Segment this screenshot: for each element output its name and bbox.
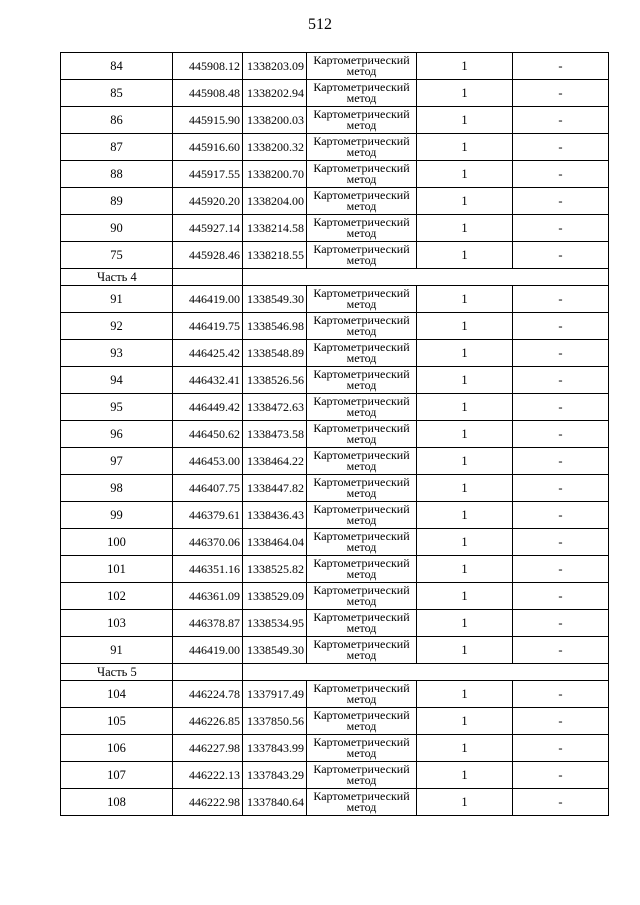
table-row — [61, 502, 609, 529]
x-coordinate-cell: 445927.14 — [173, 215, 243, 242]
point-number-cell: 75 — [61, 242, 173, 269]
y-coordinate-cell: 1338203.09 — [243, 53, 307, 80]
y-coordinate-cell: 1338534.95 — [243, 610, 307, 637]
method-cell: Картометрический метод — [307, 610, 417, 637]
x-coordinate-cell: 446222.13 — [173, 762, 243, 789]
y-coordinate-cell: 1337840.64 — [243, 789, 307, 816]
y-coordinate-cell: 1338202.94 — [243, 80, 307, 107]
x-coordinate-cell: 446370.06 — [173, 529, 243, 556]
x-coordinate-cell: 446224.78 — [173, 681, 243, 708]
y-coordinate-cell: 1338525.82 — [243, 556, 307, 583]
accuracy-cell: 1 — [417, 107, 513, 134]
description-cell: - — [513, 286, 609, 313]
x-coordinate-cell: 446450.62 — [173, 421, 243, 448]
accuracy-cell: 1 — [417, 735, 513, 762]
table-row — [61, 313, 609, 340]
y-coordinate-cell: 1338546.98 — [243, 313, 307, 340]
accuracy-cell: 1 — [417, 188, 513, 215]
description-cell: - — [513, 53, 609, 80]
point-number-cell: 104 — [61, 681, 173, 708]
y-coordinate-cell: 1338218.55 — [243, 242, 307, 269]
y-coordinate-cell: 1338200.32 — [243, 134, 307, 161]
y-coordinate-cell: 1337843.99 — [243, 735, 307, 762]
accuracy-cell: 1 — [417, 286, 513, 313]
description-cell: - — [513, 735, 609, 762]
part-empty-cell — [173, 269, 243, 286]
point-number-cell: 93 — [61, 340, 173, 367]
point-number-cell: 105 — [61, 708, 173, 735]
method-cell: Картометрический метод — [307, 242, 417, 269]
point-number-cell: 87 — [61, 134, 173, 161]
x-coordinate-cell: 446419.00 — [173, 286, 243, 313]
method-cell: Картометрический метод — [307, 394, 417, 421]
x-coordinate-cell: 445908.12 — [173, 53, 243, 80]
table-row — [61, 610, 609, 637]
part-label: Часть 4 — [61, 269, 173, 286]
method-cell: Картометрический метод — [307, 681, 417, 708]
table-row — [61, 475, 609, 502]
description-cell: - — [513, 762, 609, 789]
y-coordinate-cell: 1338529.09 — [243, 583, 307, 610]
method-cell: Картометрический метод — [307, 735, 417, 762]
table-row — [61, 394, 609, 421]
x-coordinate-cell: 446379.61 — [173, 502, 243, 529]
point-number-cell: 94 — [61, 367, 173, 394]
description-cell: - — [513, 529, 609, 556]
point-number-cell: 99 — [61, 502, 173, 529]
method-cell: Картометрический метод — [307, 708, 417, 735]
accuracy-cell: 1 — [417, 161, 513, 188]
method-cell: Картометрический метод — [307, 340, 417, 367]
description-cell: - — [513, 681, 609, 708]
point-number-cell: 96 — [61, 421, 173, 448]
description-cell: - — [513, 313, 609, 340]
x-coordinate-cell: 446419.00 — [173, 637, 243, 664]
method-cell: Картометрический метод — [307, 80, 417, 107]
description-cell: - — [513, 242, 609, 269]
table-row — [61, 188, 609, 215]
accuracy-cell: 1 — [417, 80, 513, 107]
description-cell: - — [513, 448, 609, 475]
method-cell: Картометрический метод — [307, 529, 417, 556]
accuracy-cell: 1 — [417, 448, 513, 475]
accuracy-cell: 1 — [417, 762, 513, 789]
method-cell: Картометрический метод — [307, 502, 417, 529]
y-coordinate-cell: 1337850.56 — [243, 708, 307, 735]
description-cell: - — [513, 134, 609, 161]
accuracy-cell: 1 — [417, 681, 513, 708]
x-coordinate-cell: 445917.55 — [173, 161, 243, 188]
x-coordinate-cell: 446419.75 — [173, 313, 243, 340]
y-coordinate-cell: 1337917.49 — [243, 681, 307, 708]
accuracy-cell: 1 — [417, 394, 513, 421]
point-number-cell: 89 — [61, 188, 173, 215]
table-row — [61, 134, 609, 161]
point-number-cell: 84 — [61, 53, 173, 80]
method-cell: Картометрический метод — [307, 161, 417, 188]
part-empty-cell — [243, 269, 609, 286]
point-number-cell: 86 — [61, 107, 173, 134]
table-row — [61, 789, 609, 816]
point-number-cell: 101 — [61, 556, 173, 583]
accuracy-cell: 1 — [417, 313, 513, 340]
x-coordinate-cell: 446226.85 — [173, 708, 243, 735]
part-empty-cell — [173, 664, 243, 681]
accuracy-cell: 1 — [417, 340, 513, 367]
point-number-cell: 91 — [61, 637, 173, 664]
point-number-cell: 90 — [61, 215, 173, 242]
coordinates-table — [60, 52, 609, 816]
accuracy-cell: 1 — [417, 421, 513, 448]
method-cell: Картометрический метод — [307, 188, 417, 215]
accuracy-cell: 1 — [417, 610, 513, 637]
method-cell: Картометрический метод — [307, 556, 417, 583]
y-coordinate-cell: 1338200.70 — [243, 161, 307, 188]
y-coordinate-cell: 1338549.30 — [243, 286, 307, 313]
part-header-row — [61, 269, 609, 286]
description-cell: - — [513, 637, 609, 664]
table-row — [61, 215, 609, 242]
method-cell: Картометрический метод — [307, 637, 417, 664]
y-coordinate-cell: 1338473.58 — [243, 421, 307, 448]
accuracy-cell: 1 — [417, 53, 513, 80]
description-cell: - — [513, 708, 609, 735]
point-number-cell: 88 — [61, 161, 173, 188]
table-row — [61, 583, 609, 610]
x-coordinate-cell: 446407.75 — [173, 475, 243, 502]
point-number-cell: 97 — [61, 448, 173, 475]
table-row — [61, 340, 609, 367]
y-coordinate-cell: 1338214.58 — [243, 215, 307, 242]
description-cell: - — [513, 610, 609, 637]
method-cell: Картометрический метод — [307, 583, 417, 610]
part-empty-cell — [243, 664, 609, 681]
y-coordinate-cell: 1338200.03 — [243, 107, 307, 134]
table-row — [61, 107, 609, 134]
table-row — [61, 80, 609, 107]
table-row — [61, 681, 609, 708]
table-row — [61, 421, 609, 448]
accuracy-cell: 1 — [417, 367, 513, 394]
table-row — [61, 708, 609, 735]
accuracy-cell: 1 — [417, 475, 513, 502]
description-cell: - — [513, 215, 609, 242]
y-coordinate-cell: 1338464.04 — [243, 529, 307, 556]
y-coordinate-cell: 1338436.43 — [243, 502, 307, 529]
point-number-cell: 85 — [61, 80, 173, 107]
table-row — [61, 161, 609, 188]
table-row — [61, 242, 609, 269]
table-row — [61, 556, 609, 583]
table-row — [61, 762, 609, 789]
x-coordinate-cell: 446222.98 — [173, 789, 243, 816]
method-cell: Картометрический метод — [307, 107, 417, 134]
accuracy-cell: 1 — [417, 789, 513, 816]
accuracy-cell: 1 — [417, 583, 513, 610]
table-row — [61, 286, 609, 313]
table-row — [61, 448, 609, 475]
accuracy-cell: 1 — [417, 708, 513, 735]
y-coordinate-cell: 1338447.82 — [243, 475, 307, 502]
table-row — [61, 529, 609, 556]
table-row — [61, 735, 609, 762]
method-cell: Картометрический метод — [307, 762, 417, 789]
point-number-cell: 92 — [61, 313, 173, 340]
y-coordinate-cell: 1338464.22 — [243, 448, 307, 475]
method-cell: Картометрический метод — [307, 134, 417, 161]
x-coordinate-cell: 445920.20 — [173, 188, 243, 215]
point-number-cell: 103 — [61, 610, 173, 637]
y-coordinate-cell: 1338548.89 — [243, 340, 307, 367]
point-number-cell: 102 — [61, 583, 173, 610]
method-cell: Картометрический метод — [307, 475, 417, 502]
point-number-cell: 106 — [61, 735, 173, 762]
part-header-row — [61, 664, 609, 681]
method-cell: Картометрический метод — [307, 286, 417, 313]
y-coordinate-cell: 1338204.00 — [243, 188, 307, 215]
method-cell: Картометрический метод — [307, 448, 417, 475]
description-cell: - — [513, 556, 609, 583]
description-cell: - — [513, 340, 609, 367]
description-cell: - — [513, 188, 609, 215]
x-coordinate-cell: 446227.98 — [173, 735, 243, 762]
description-cell: - — [513, 80, 609, 107]
accuracy-cell: 1 — [417, 134, 513, 161]
description-cell: - — [513, 394, 609, 421]
accuracy-cell: 1 — [417, 215, 513, 242]
x-coordinate-cell: 446378.87 — [173, 610, 243, 637]
x-coordinate-cell: 445915.90 — [173, 107, 243, 134]
accuracy-cell: 1 — [417, 637, 513, 664]
description-cell: - — [513, 789, 609, 816]
description-cell: - — [513, 583, 609, 610]
method-cell: Картометрический метод — [307, 789, 417, 816]
y-coordinate-cell: 1338526.56 — [243, 367, 307, 394]
description-cell: - — [513, 107, 609, 134]
x-coordinate-cell: 446432.41 — [173, 367, 243, 394]
x-coordinate-cell: 446361.09 — [173, 583, 243, 610]
point-number-cell: 95 — [61, 394, 173, 421]
accuracy-cell: 1 — [417, 529, 513, 556]
method-cell: Картометрический метод — [307, 367, 417, 394]
x-coordinate-cell: 445928.46 — [173, 242, 243, 269]
table-row — [61, 637, 609, 664]
x-coordinate-cell: 445916.60 — [173, 134, 243, 161]
coordinates-table-body — [61, 53, 609, 816]
x-coordinate-cell: 446453.00 — [173, 448, 243, 475]
page-number: 512 — [308, 16, 332, 33]
x-coordinate-cell: 446449.42 — [173, 394, 243, 421]
description-cell: - — [513, 502, 609, 529]
description-cell: - — [513, 367, 609, 394]
point-number-cell: 107 — [61, 762, 173, 789]
table-row — [61, 53, 609, 80]
x-coordinate-cell: 446351.16 — [173, 556, 243, 583]
x-coordinate-cell: 445908.48 — [173, 80, 243, 107]
accuracy-cell: 1 — [417, 502, 513, 529]
method-cell: Картометрический метод — [307, 313, 417, 340]
point-number-cell: 108 — [61, 789, 173, 816]
point-number-cell: 98 — [61, 475, 173, 502]
method-cell: Картометрический метод — [307, 53, 417, 80]
table-row — [61, 367, 609, 394]
point-number-cell: 91 — [61, 286, 173, 313]
description-cell: - — [513, 421, 609, 448]
description-cell: - — [513, 475, 609, 502]
description-cell: - — [513, 161, 609, 188]
accuracy-cell: 1 — [417, 556, 513, 583]
accuracy-cell: 1 — [417, 242, 513, 269]
x-coordinate-cell: 446425.42 — [173, 340, 243, 367]
method-cell: Картометрический метод — [307, 215, 417, 242]
part-label: Часть 5 — [61, 664, 173, 681]
point-number-cell: 100 — [61, 529, 173, 556]
y-coordinate-cell: 1338549.30 — [243, 637, 307, 664]
method-cell: Картометрический метод — [307, 421, 417, 448]
y-coordinate-cell: 1337843.29 — [243, 762, 307, 789]
y-coordinate-cell: 1338472.63 — [243, 394, 307, 421]
